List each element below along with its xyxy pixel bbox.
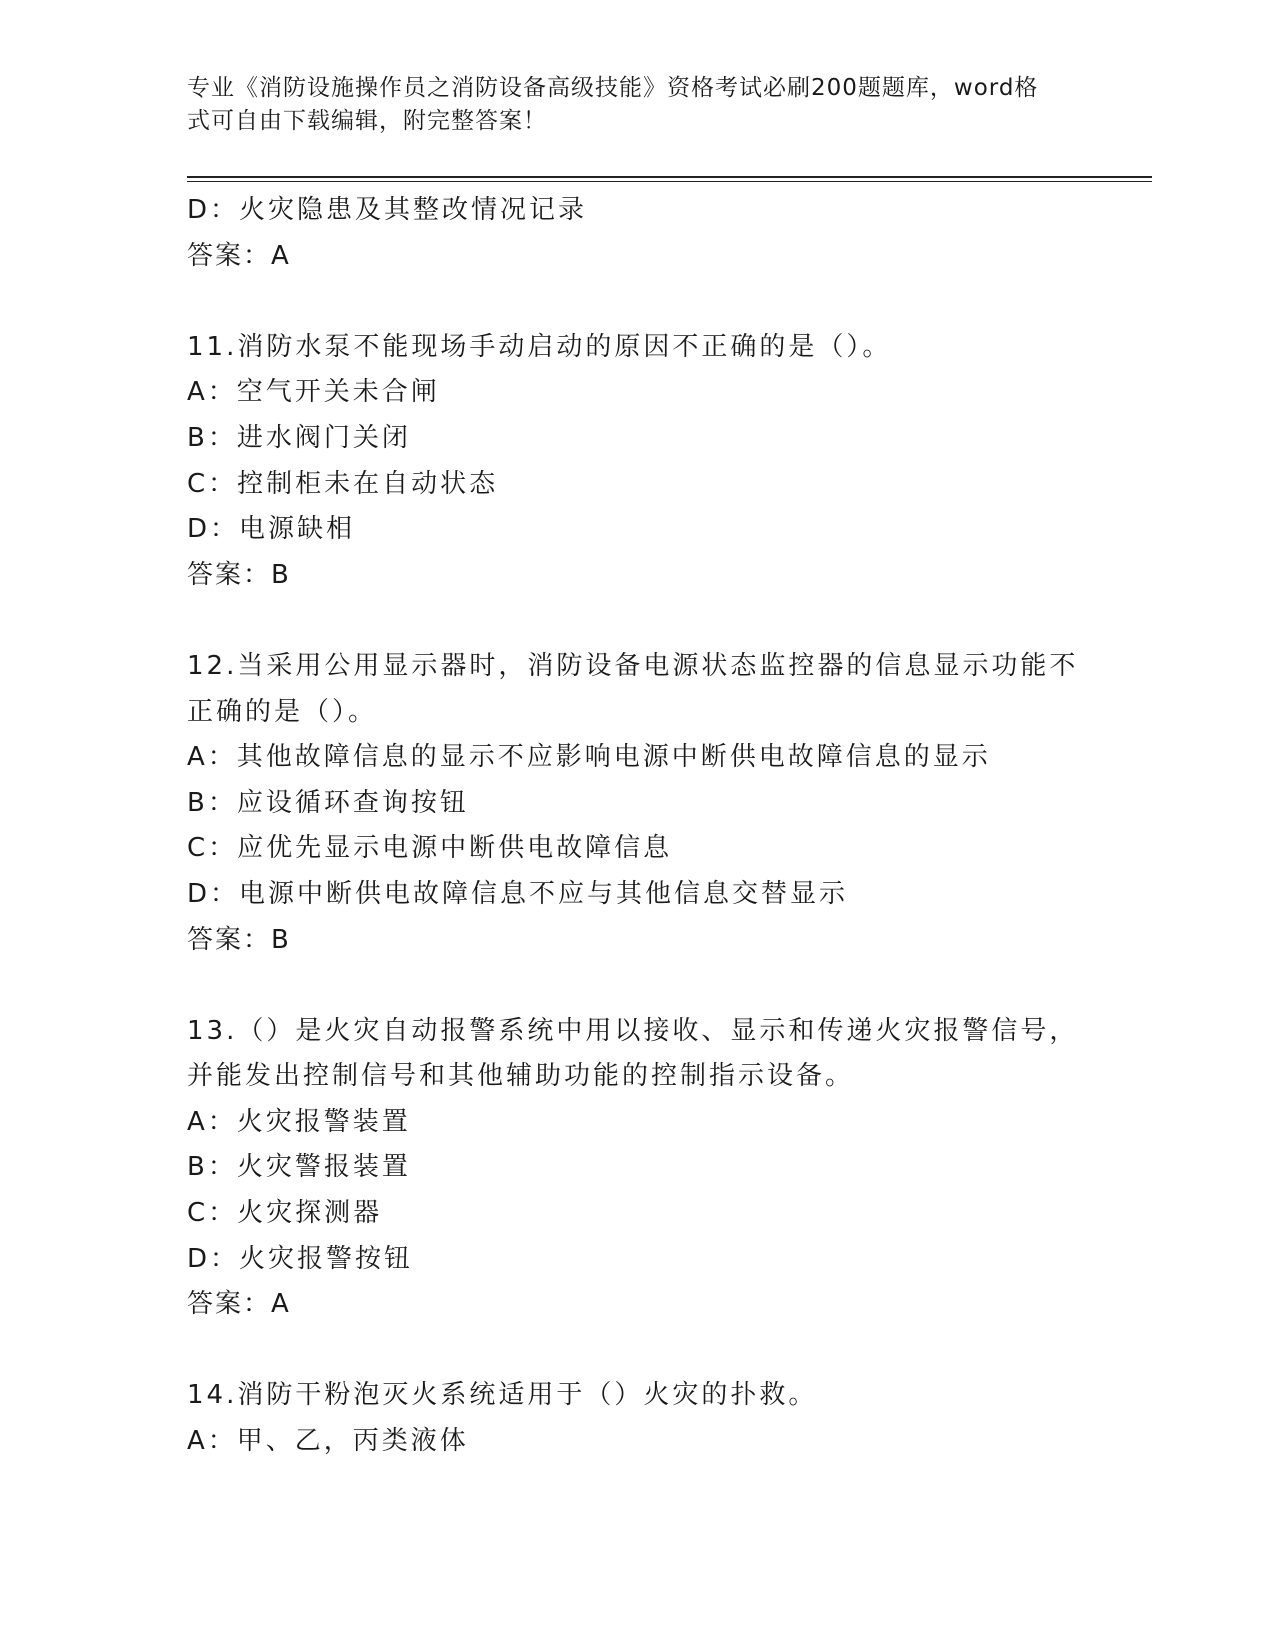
question-10-tail bbox=[187, 188, 1087, 279]
answer: 答案：B bbox=[187, 924, 291, 955]
spacer bbox=[187, 963, 1087, 1009]
option-b: B：进水阀门关闭 bbox=[187, 422, 411, 453]
question-stem-line-2: 并能发出控制信号和其他辅助功能的控制指示设备。 bbox=[187, 1061, 855, 1092]
option-b: B：应设循环查询按钮 bbox=[187, 787, 469, 818]
option-d: D：火灾报警按钮 bbox=[187, 1243, 414, 1274]
question-stem-line-2: 正确的是（）。 bbox=[187, 696, 378, 727]
question-stem-line-1: 12.当采用公用显示器时，消防设备电源状态监控器的信息显示功能不 bbox=[187, 650, 1079, 681]
question-11 bbox=[187, 325, 1087, 599]
answer: 答案：A bbox=[187, 1289, 291, 1320]
header-divider-thick bbox=[187, 176, 1152, 178]
option-d: D：火灾隐患及其整改情况记录 bbox=[187, 195, 588, 225]
header-line-2: 式可自由下载编辑，附完整答案！ bbox=[187, 108, 547, 134]
option-c: C：控制柜未在自动状态 bbox=[187, 468, 499, 499]
spacer bbox=[187, 598, 1087, 644]
header-line-1: 专业《消防设施操作员之消防设备高级技能》资格考试必刷200题题库，word格 bbox=[187, 75, 1039, 101]
question-stem: 11.消防水泵不能现场手动启动的原因不正确的是（）。 bbox=[187, 331, 892, 362]
question-14 bbox=[187, 1373, 1087, 1464]
spacer bbox=[187, 279, 1087, 325]
document-header bbox=[187, 72, 1087, 138]
option-a: A：火灾报警装置 bbox=[187, 1106, 411, 1137]
question-13 bbox=[187, 1009, 1087, 1328]
option-c: C：火灾探测器 bbox=[187, 1198, 383, 1229]
option-a: A：甲、乙，丙类液体 bbox=[187, 1426, 469, 1457]
option-a: A：空气开关未合闸 bbox=[187, 377, 440, 408]
question-list bbox=[187, 188, 1087, 1465]
question-stem: 14.消防干粉泡灭火系统适用于（）火灾的扑救。 bbox=[187, 1380, 818, 1411]
answer: 答案：B bbox=[187, 559, 291, 590]
option-d: D：电源缺相 bbox=[187, 514, 356, 545]
option-b: B：火灾警报装置 bbox=[187, 1152, 411, 1183]
question-stem-line-1: 13.（）是火灾自动报警系统中用以接收、显示和传递火灾报警信号， bbox=[187, 1015, 1079, 1046]
answer: 答案：A bbox=[187, 240, 291, 271]
question-12 bbox=[187, 644, 1087, 963]
spacer bbox=[187, 1328, 1087, 1374]
header-divider-thin bbox=[187, 181, 1152, 182]
option-a: A：其他故障信息的显示不应影响电源中断供电故障信息的显示 bbox=[187, 742, 991, 773]
option-c: C：应优先显示电源中断供电故障信息 bbox=[187, 833, 673, 864]
option-d: D：电源中断供电故障信息不应与其他信息交替显示 bbox=[187, 878, 849, 909]
